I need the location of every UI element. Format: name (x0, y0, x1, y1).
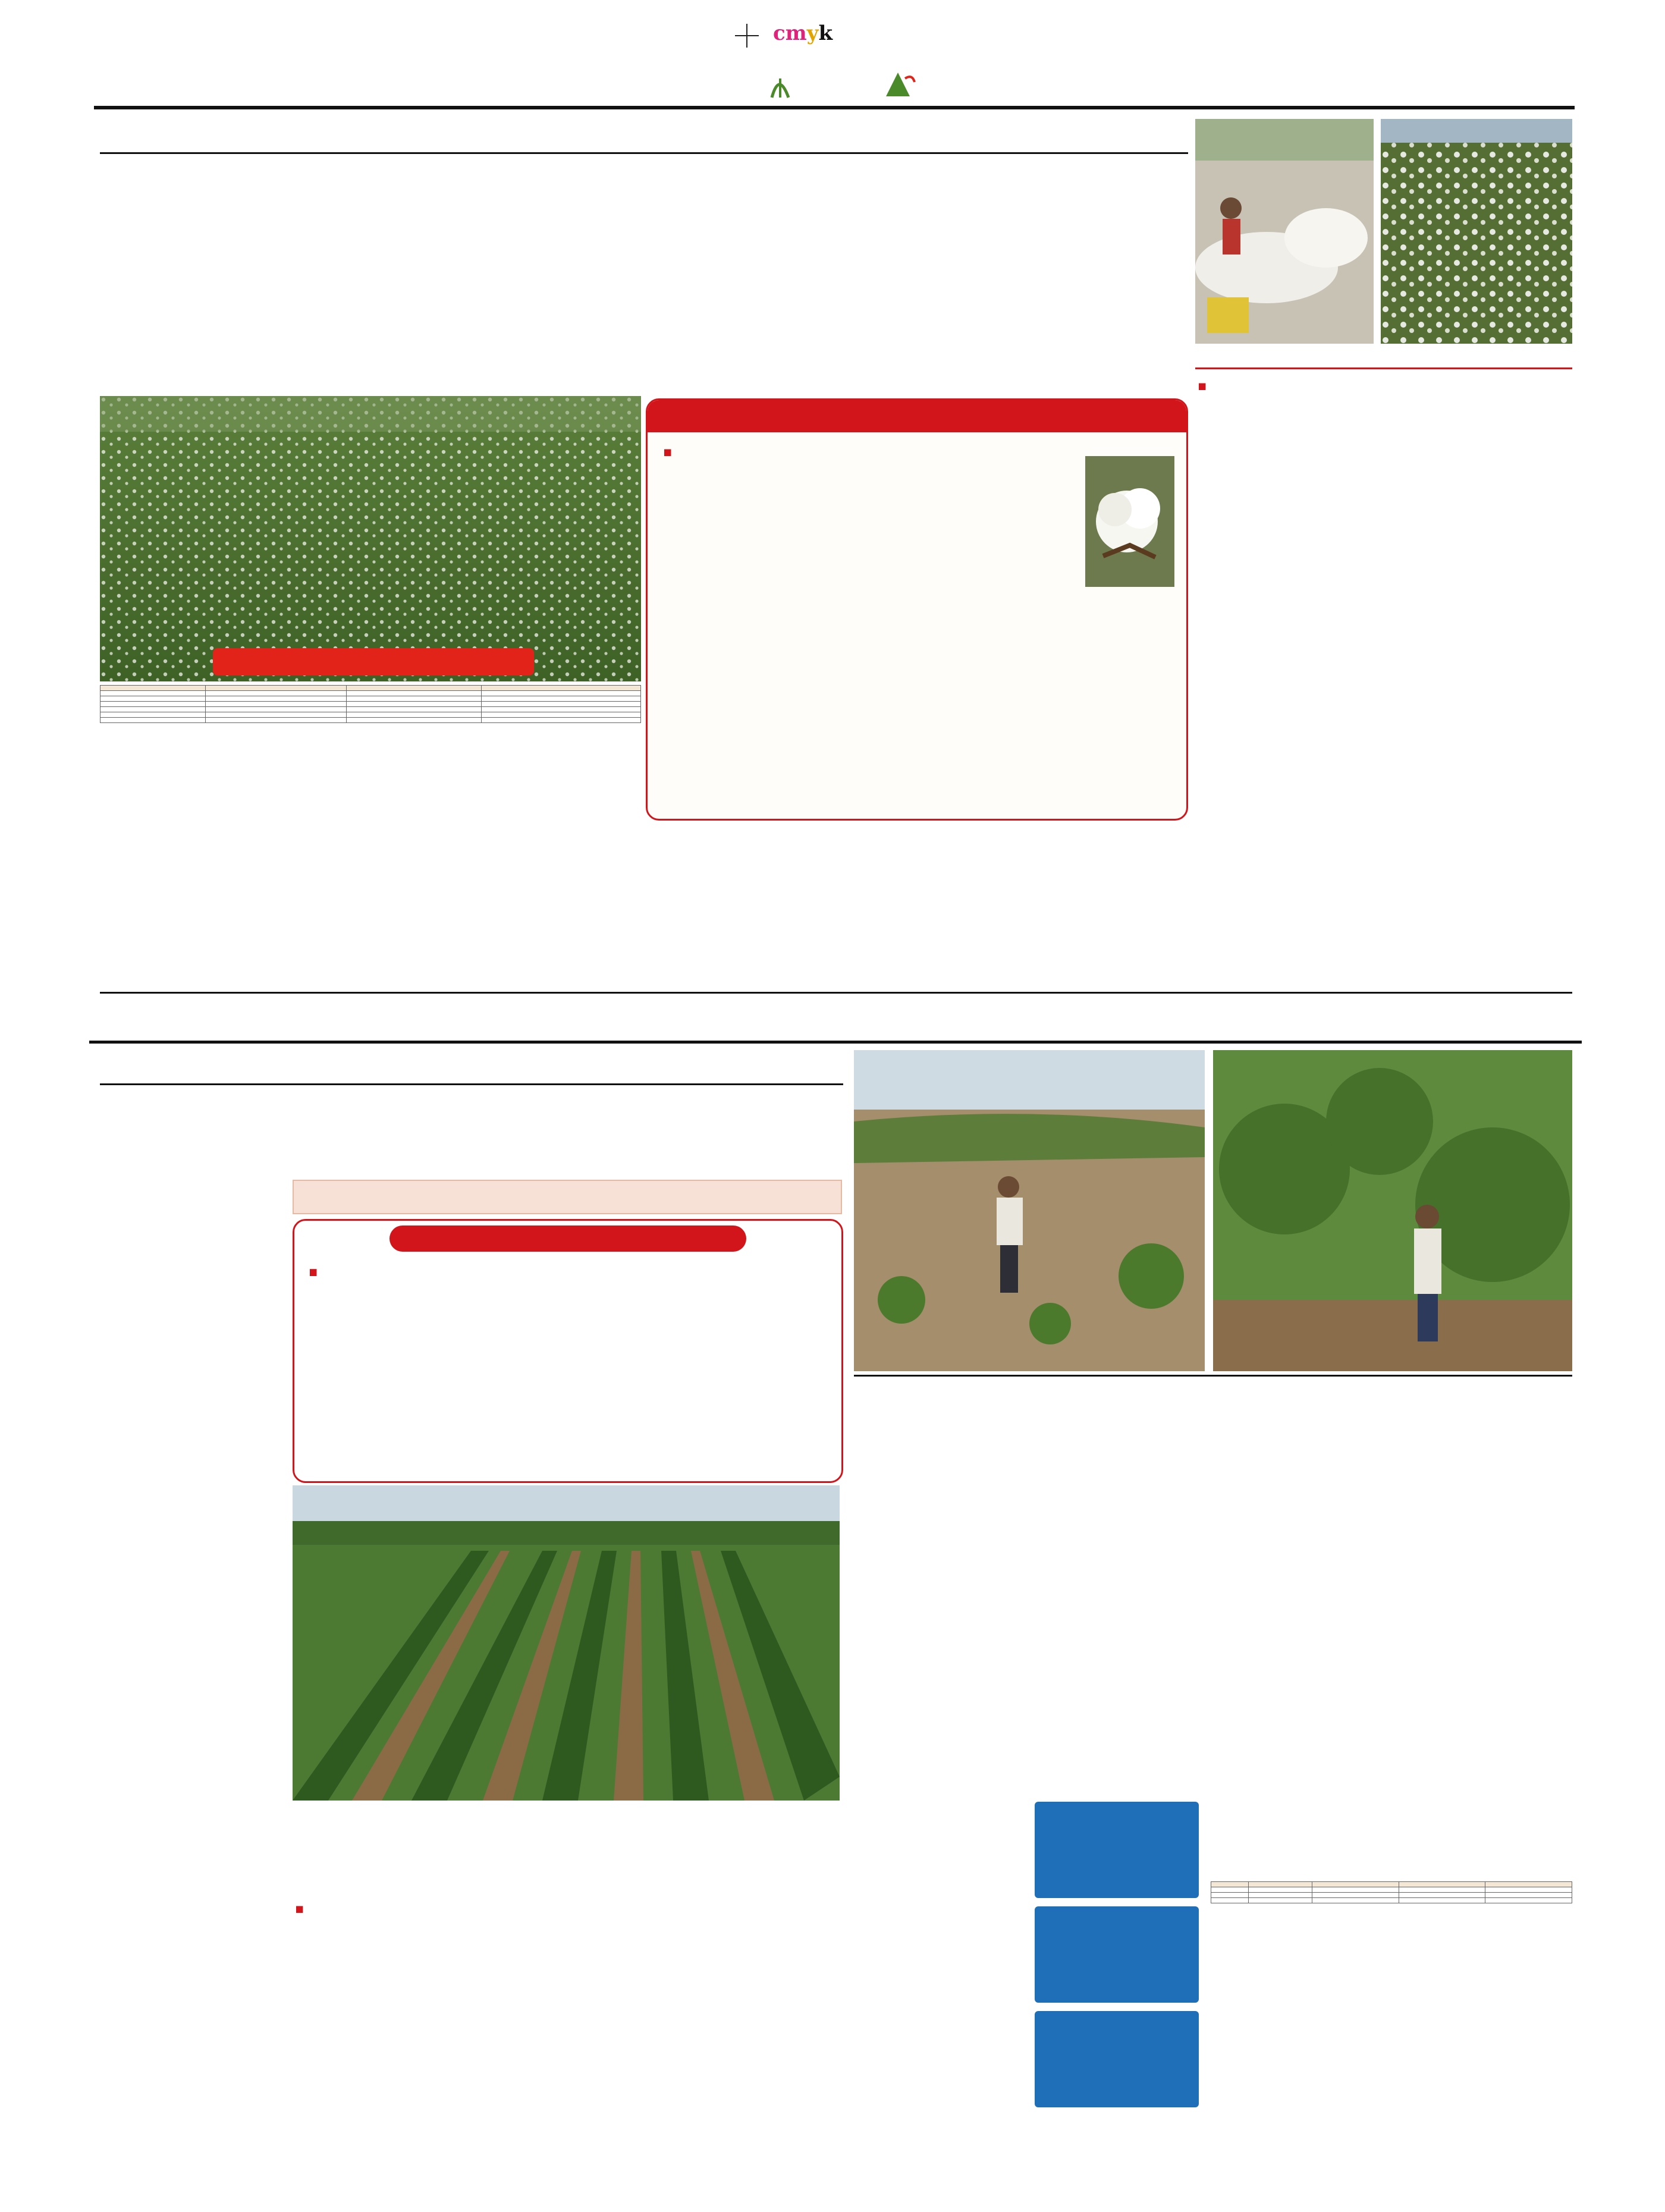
story2-right-col2 (1032, 1548, 1200, 1798)
farmer-field-photo-2 (1213, 1050, 1572, 1371)
table-cell (482, 718, 641, 723)
story1-bottom-banner (100, 999, 1572, 1032)
story1-body-col2 (279, 325, 447, 391)
table-cell (347, 702, 482, 707)
comparison-header-cell (100, 686, 206, 691)
table-cell (1249, 1893, 1312, 1898)
cotton-boll-art (1085, 456, 1174, 587)
table-cell (100, 712, 206, 718)
table-cell (347, 691, 482, 696)
table-cell (347, 712, 482, 718)
table-cell (206, 707, 347, 712)
stat-column-text (1032, 2113, 1200, 2200)
cost-header-cell (1312, 1882, 1399, 1887)
table-cell (1312, 1893, 1399, 1898)
cost-table (1211, 1881, 1572, 1903)
research-box-note (1195, 835, 1572, 932)
story-separator-rule (89, 1041, 1582, 1044)
story2-left-body-2 (100, 1598, 278, 1777)
comparison-table (100, 685, 641, 723)
story2-left-body-3 (100, 1805, 278, 2198)
cost-header-cell (1211, 1882, 1249, 1887)
table-cell (347, 707, 482, 712)
photo-caption-comparison (213, 648, 534, 675)
cost-header-cell (1249, 1882, 1312, 1887)
table-cell (1211, 1887, 1249, 1893)
cotton-harvest-photo (1195, 119, 1374, 344)
table-cell (100, 702, 206, 707)
story1-body-col5 (818, 325, 1185, 391)
story2-kicker (100, 1050, 843, 1081)
table-cell (1485, 1898, 1572, 1903)
cmyk-marker-top: cmyk (773, 21, 833, 45)
table-cell (206, 712, 347, 718)
table-row (1211, 1893, 1572, 1898)
table-cell (206, 691, 347, 696)
comparison-header-cell (206, 686, 347, 691)
section-logo-art (767, 67, 916, 105)
registration-mark-top (735, 24, 759, 48)
stat-label (1035, 2011, 1199, 2016)
table-cell (482, 691, 641, 696)
table-cell (1485, 1893, 1572, 1898)
table-cell (206, 702, 347, 707)
caption-ribbon-rule (854, 1375, 1572, 1377)
story1-body-col1 (100, 325, 268, 391)
table-cell (347, 718, 482, 723)
research-box-list (1195, 373, 1572, 831)
masthead-rule (94, 106, 1575, 109)
table-cell (1249, 1887, 1312, 1893)
cost-header-cell (1485, 1882, 1572, 1887)
story2-right-col4 (1389, 1548, 1572, 1874)
intercrop-box-title (389, 1226, 746, 1252)
table-cell (1399, 1898, 1485, 1903)
stat-label (1035, 1802, 1199, 1806)
table-cell (1312, 1887, 1399, 1893)
closing-text (1211, 2025, 1572, 2200)
story2-left-body-1 (100, 1234, 278, 1567)
table-cell (100, 696, 206, 702)
cotton-boll-photo (1085, 456, 1174, 587)
table-cell (1399, 1887, 1485, 1893)
jau-box-list (661, 439, 1174, 810)
farmer-field-art-2 (1213, 1050, 1572, 1371)
research-box-title (1195, 347, 1572, 369)
story2-subhead-yellowing (100, 1781, 278, 1803)
intercrop-box (293, 1219, 843, 1483)
stat-box-coriander (1035, 1906, 1199, 2003)
story1-body-col4 (639, 325, 806, 391)
cost-header-cell (1399, 1882, 1485, 1887)
story1-kicker-rule (100, 152, 1188, 154)
table-cell (482, 696, 641, 702)
table-cell (1249, 1898, 1312, 1903)
table-row (100, 707, 641, 712)
table-row (100, 696, 641, 702)
table-cell (100, 718, 206, 723)
table-cell (100, 691, 206, 696)
story1-body-col3 (459, 325, 627, 391)
cost-table-header-row (1211, 1882, 1572, 1887)
table-row (100, 691, 641, 696)
story2-kicker-rule (100, 1083, 843, 1085)
ipm-title (428, 1804, 702, 1828)
cotton-harvest-art (1195, 119, 1374, 344)
table-row (100, 702, 641, 707)
ipm-intro (293, 1831, 840, 1893)
table-row (1211, 1887, 1572, 1893)
table-cell (1211, 1898, 1249, 1903)
comparison-header-cell (347, 686, 482, 691)
table-row (100, 718, 641, 723)
intercrop-box-list (306, 1259, 830, 1476)
intercrop-field-art (293, 1485, 840, 1801)
story2-subhead-growth (100, 1573, 278, 1595)
cotton-plants-photo (1381, 119, 1572, 344)
comparison-table-header-row (100, 686, 641, 691)
table-cell (1211, 1893, 1249, 1898)
table-cell (1485, 1887, 1572, 1893)
byline-box (293, 1180, 842, 1214)
table-row (100, 712, 641, 718)
section-logo (767, 67, 916, 105)
ipm-list (293, 1896, 840, 2199)
table-cell (1399, 1893, 1485, 1898)
stat-box-chickpea (1035, 2011, 1199, 2107)
farmer-field-art-1 (854, 1050, 1205, 1371)
cotton-field-art (100, 396, 641, 681)
stat-box-groundnut (1035, 1802, 1199, 1898)
story2-right-col3 (1211, 1548, 1378, 1874)
table-cell (482, 707, 641, 712)
story2-right-col1 (854, 1548, 1022, 2200)
intercrop-field-photo (293, 1485, 840, 1801)
story1-bottom-rule-top (100, 992, 1572, 994)
table-cell (482, 702, 641, 707)
jau-box-title (648, 400, 1186, 432)
table-cell (206, 696, 347, 702)
jau-recommendation-box (646, 398, 1188, 821)
table-cell (1312, 1898, 1399, 1903)
table-cell (347, 696, 482, 702)
jau-box-summary (646, 822, 1185, 986)
story1-kicker (100, 118, 1194, 150)
table-row (1211, 1898, 1572, 1903)
table-cell (100, 707, 206, 712)
cotton-field-photo (100, 396, 641, 681)
table-cell (482, 712, 641, 718)
soil-testing-ribbon (940, 1382, 1510, 1408)
table-cell (206, 718, 347, 723)
farmer-field-photo-1 (854, 1050, 1205, 1371)
stat-label (1035, 1906, 1199, 1911)
cotton-plants-art (1381, 119, 1572, 344)
comparison-header-cell (482, 686, 641, 691)
